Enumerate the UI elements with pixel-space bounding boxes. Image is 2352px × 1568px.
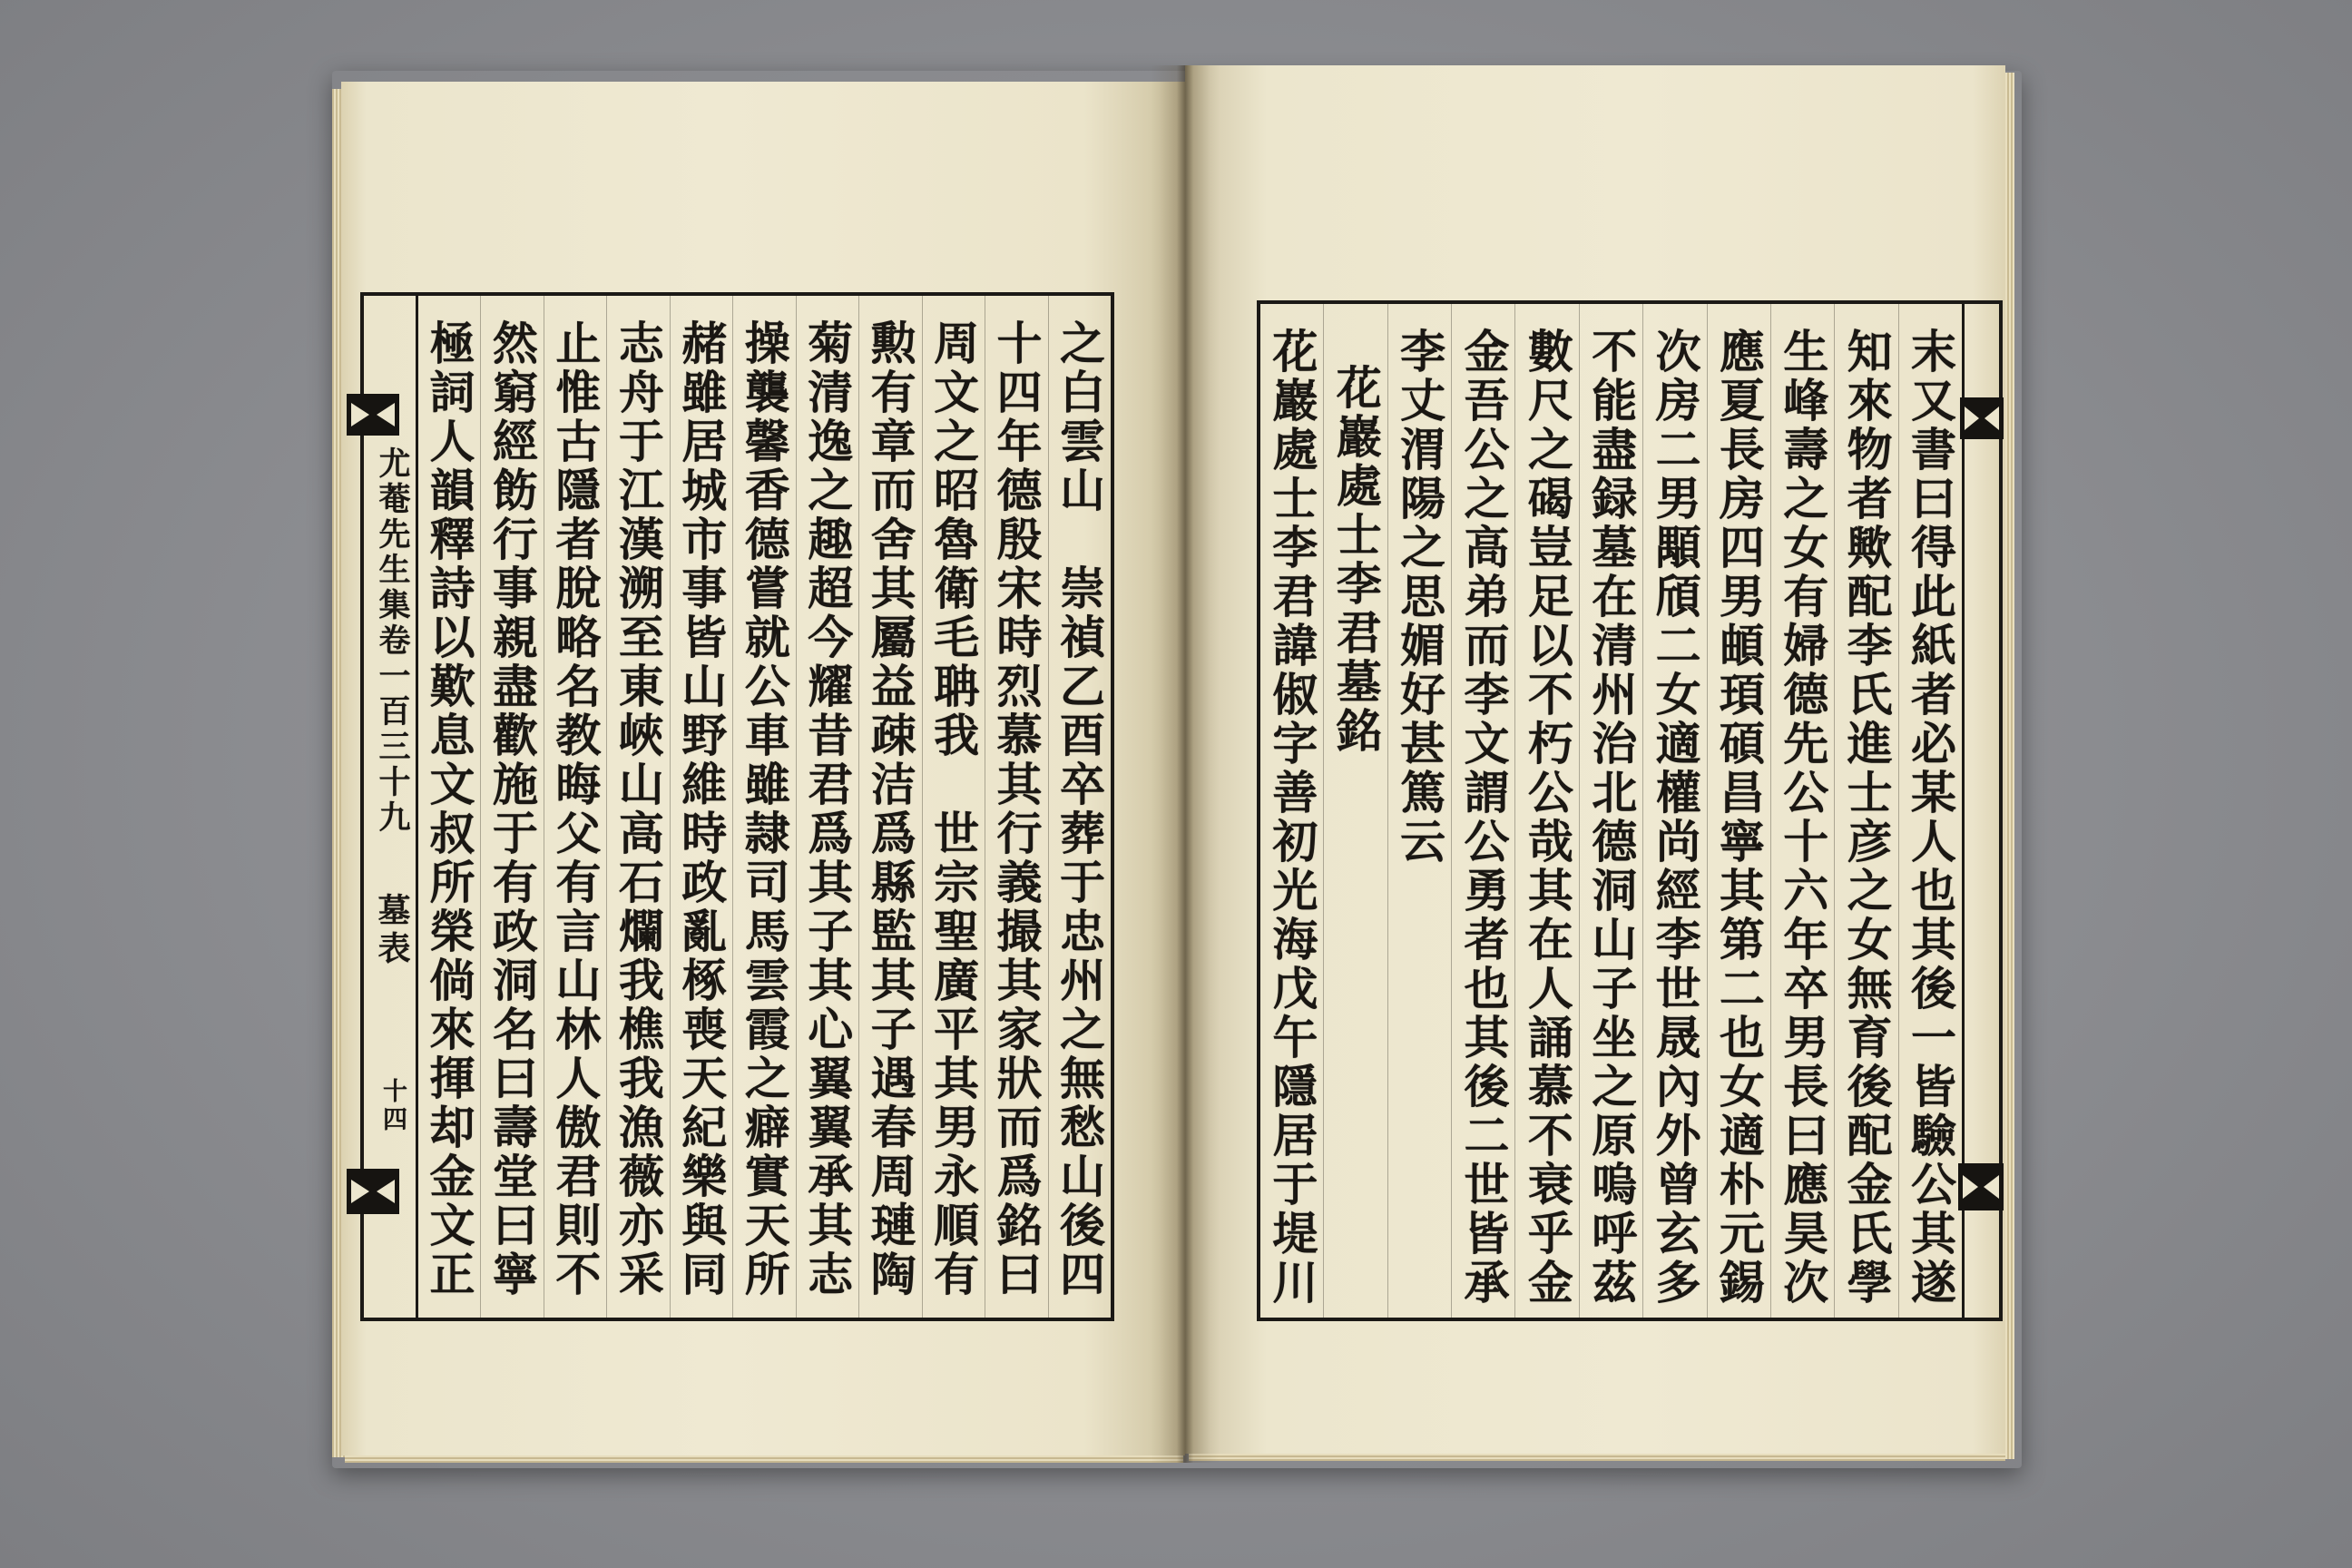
- lower-fish-tail-ornament: [347, 1169, 399, 1214]
- text-column: 十四年德殷宋時烈慕其行義撮其家狀而爲銘曰: [985, 296, 1048, 1318]
- text-column: 次房二男顒頎二女適權尚經李世晟內外曾玄多: [1643, 304, 1707, 1318]
- right-text-columns: [1260, 304, 1962, 1318]
- text-column: 勲有章而舍其屬益疎洁爲縣監其子遇春周璉陶: [859, 296, 922, 1318]
- upper-fish-tail-ornament: [347, 394, 399, 436]
- left-text-frame: [360, 292, 1114, 1321]
- book-gutter: [1151, 65, 1220, 1463]
- text-column: 菊清逸之趣超今耀昔君爲其子其心翼翼承其志: [797, 296, 859, 1318]
- text-column: 生峰壽之女有婦德先公十六年卒男長曰應昊次: [1771, 304, 1835, 1318]
- banxin-section-label: 墓表: [373, 893, 411, 969]
- text-column: 應夏長房四男頔頊碩昌寧其第二也女適朴元錫: [1708, 304, 1771, 1318]
- banxin-book-title: 尤菴先生集卷一百三十九: [374, 446, 411, 836]
- text-column: 然窮經飭行事親盡歡施于有政洞名曰壽堂曰寧: [481, 296, 544, 1318]
- text-column: 志舟于江漢溯至東峽山高石爛我樵我漁薇亦采: [607, 296, 670, 1318]
- text-column: 金吾公之高弟而李文謂公勇者也其後二世皆承: [1452, 304, 1515, 1318]
- left-text-columns: [418, 296, 1111, 1318]
- text-column: 李丈渭陽之思媚好甚篤云: [1388, 304, 1452, 1318]
- text-column: 花巖處士李君諱俶字善初光海戊午隱居于堤川: [1260, 304, 1324, 1318]
- text-column: 之白雲山 崇禎乙酉卒葬于忠州之無愁山後四: [1053, 319, 1106, 1299]
- text-column: 周文之昭魯衛毛聃我 世宗聖廣平其男永順有: [923, 296, 985, 1318]
- text-column: 數尺之碣豈足以不朽公哉其在人誦慕不衰乎金: [1515, 304, 1579, 1318]
- text-column: 赭雖居城市事皆山野維時政亂椓喪天紀樂與同: [671, 296, 733, 1318]
- text-column: 知來物者歟配李氏進士彦之女無育後配金氏學: [1835, 304, 1898, 1318]
- text-column: 極詞人韻釋詩以歎息文叔所榮倘來揮却金文正: [418, 296, 481, 1318]
- right-text-frame: [1257, 300, 2003, 1321]
- lower-fish-tail-ornament: [1958, 1163, 2004, 1210]
- text-column: 不能盡録墓在清州治北德洞山子坐之原嗚呼茲: [1580, 304, 1643, 1318]
- text-column: 操襲馨香德嘗就公車雖隷司馬雲霞之癖實天所: [733, 296, 796, 1318]
- banxin-page-number: 十四: [378, 1078, 407, 1134]
- epitaph-title-column: 花巖處士李君墓銘: [1324, 304, 1387, 1318]
- upper-fish-tail-ornament: [1960, 397, 2004, 439]
- text-column: 末又書曰得此紙者必某人也其後一皆驗公其遂: [1904, 328, 1957, 1308]
- text-column: 止惟古隱者脫略名教晦父有言山林人傲君則不: [544, 296, 607, 1318]
